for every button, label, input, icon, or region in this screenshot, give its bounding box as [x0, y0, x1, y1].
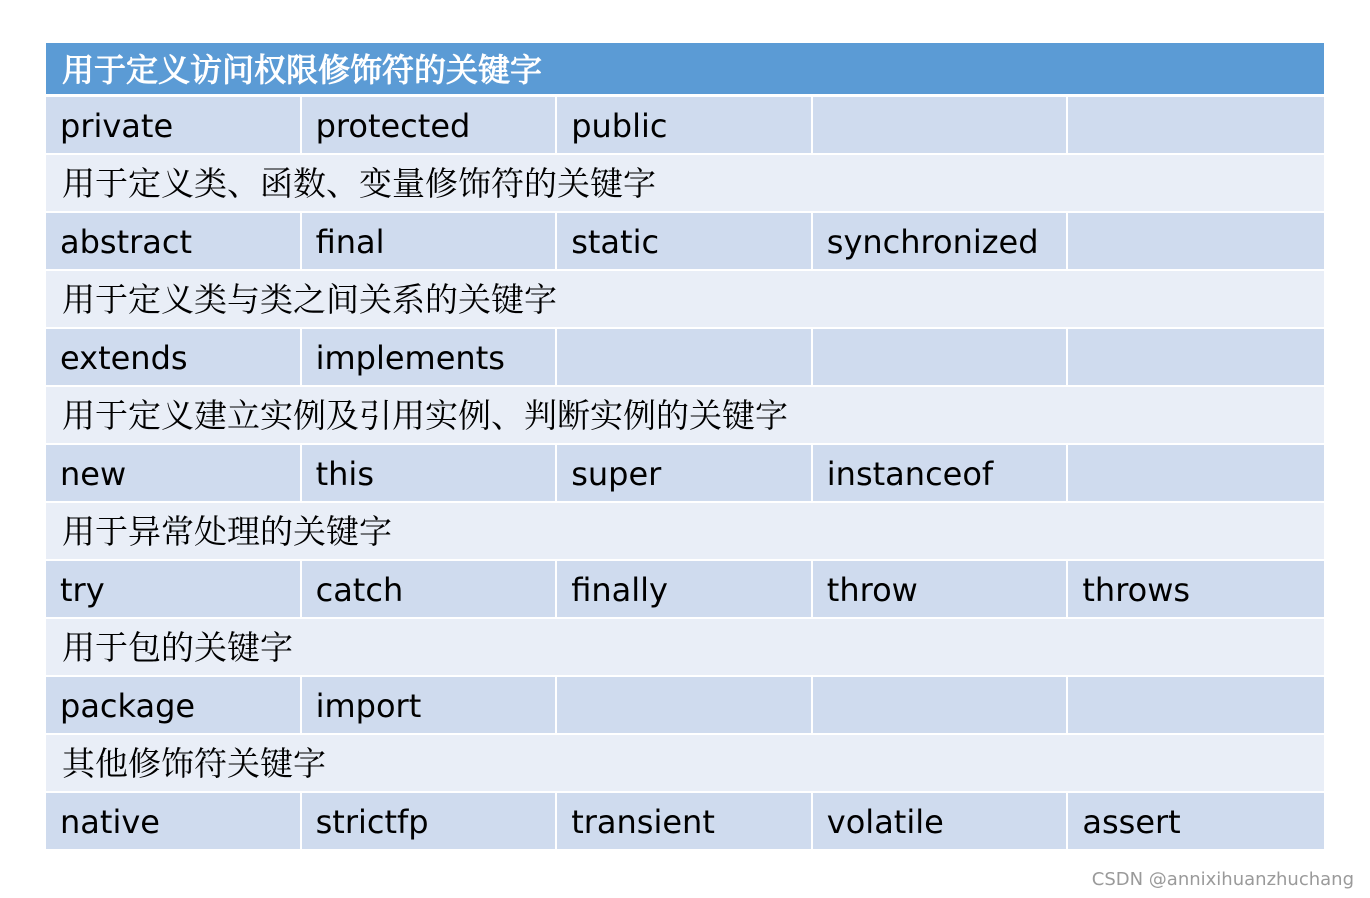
section-heading: 用于定义类、函数、变量修饰符的关键字 — [46, 155, 1324, 213]
keyword-cell — [1068, 329, 1324, 385]
keyword-cell: private — [46, 97, 302, 153]
keyword-cell: abstract — [46, 213, 302, 269]
table-row — [46, 445, 1324, 503]
keyword-cell — [1068, 445, 1324, 501]
table-title: 用于定义访问权限修饰符的关键字 — [46, 43, 1324, 97]
table-row — [46, 213, 1324, 271]
keyword-cell: finally — [557, 561, 813, 617]
keyword-cell: extends — [46, 329, 302, 385]
keyword-cell: instanceof — [813, 445, 1069, 501]
keyword-cell: native — [46, 793, 302, 849]
keyword-cell: super — [557, 445, 813, 501]
table-row — [46, 793, 1324, 851]
table-row — [46, 561, 1324, 619]
watermark: CSDN @annixihuanzhuchang — [1091, 869, 1354, 890]
keyword-cell — [1068, 213, 1324, 269]
keyword-cell: static — [557, 213, 813, 269]
section-heading: 用于异常处理的关键字 — [46, 503, 1324, 561]
keyword-cell: new — [46, 445, 302, 501]
keyword-cell — [1068, 677, 1324, 733]
keyword-cell — [813, 329, 1069, 385]
keyword-cell — [813, 677, 1069, 733]
keyword-cell: try — [46, 561, 302, 617]
keyword-cell: package — [46, 677, 302, 733]
keyword-cell — [557, 329, 813, 385]
keyword-cell: catch — [302, 561, 558, 617]
keyword-cell: implements — [302, 329, 558, 385]
section-heading: 用于定义类与类之间关系的关键字 — [46, 271, 1324, 329]
section-heading: 用于包的关键字 — [46, 619, 1324, 677]
keyword-cell: public — [557, 97, 813, 153]
keyword-cell: strictfp — [302, 793, 558, 849]
keyword-cell — [557, 677, 813, 733]
keyword-cell: final — [302, 213, 558, 269]
section-heading: 其他修饰符关键字 — [46, 735, 1324, 793]
keyword-cell: protected — [302, 97, 558, 153]
keyword-cell: synchronized — [813, 213, 1069, 269]
keyword-cell: throw — [813, 561, 1069, 617]
table-row — [46, 677, 1324, 735]
keyword-cell: import — [302, 677, 558, 733]
keywords-table — [46, 43, 1324, 851]
keyword-cell: assert — [1068, 793, 1324, 849]
table-row — [46, 97, 1324, 155]
table-row — [46, 329, 1324, 387]
keyword-cell: throws — [1068, 561, 1324, 617]
section-heading: 用于定义建立实例及引用实例、判断实例的关键字 — [46, 387, 1324, 445]
keyword-cell — [1068, 97, 1324, 153]
keyword-cell: this — [302, 445, 558, 501]
keyword-cell: transient — [557, 793, 813, 849]
keyword-cell — [813, 97, 1069, 153]
keyword-cell: volatile — [813, 793, 1069, 849]
